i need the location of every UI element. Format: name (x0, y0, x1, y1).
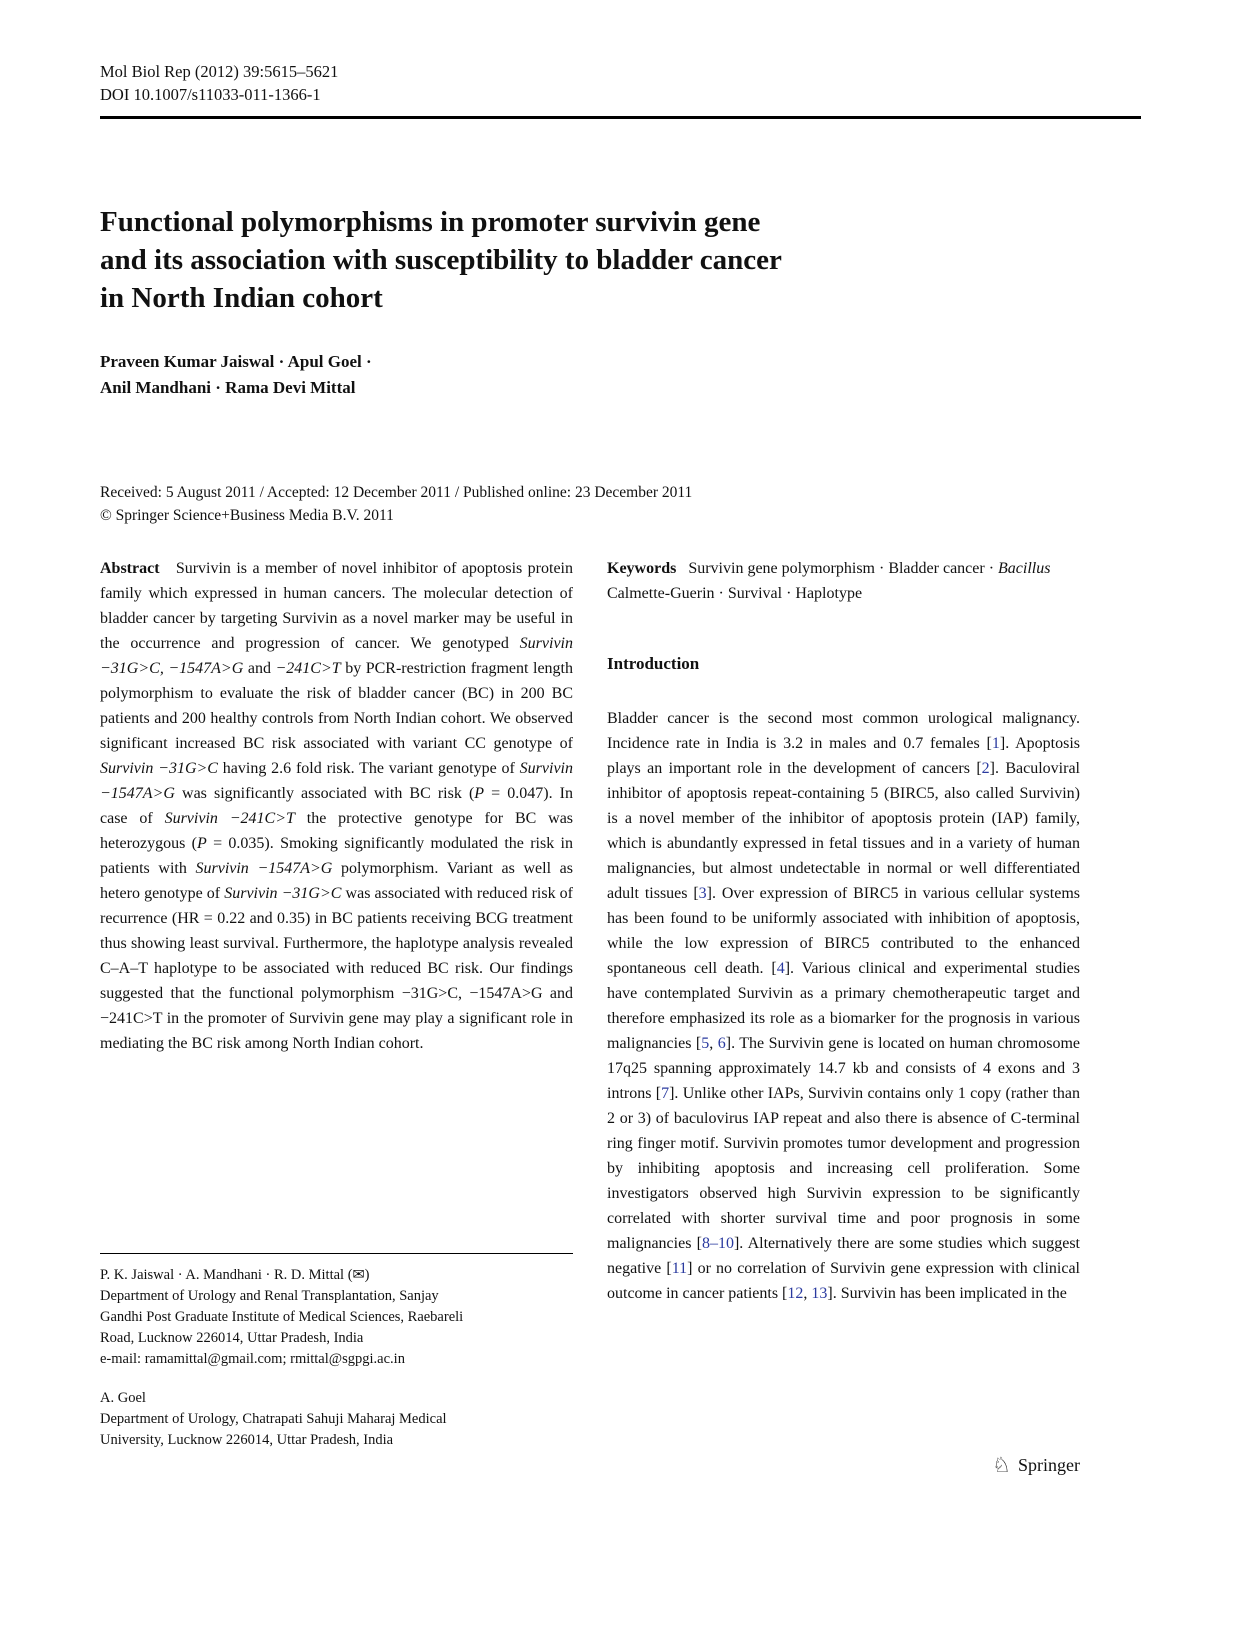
reference-link[interactable]: 8–10 (701, 1235, 734, 1252)
reference-link[interactable]: 7 (661, 1085, 670, 1102)
text-segment: by PCR-restriction fragment length polymorphism to evaluate the risk of bladder cancer (BC) in 200 BC patients and 200 healthy controls from North Indian cohort. We observed significant increased BC risk associated with variant CC genotype of (100, 660, 573, 752)
text-segment: was significantly associated with BC risk ( (174, 785, 475, 802)
affiliation-block-2 (100, 1388, 573, 1451)
journal-reference: Mol Biol Rep (2012) 39:5615–5621 (100, 62, 339, 81)
reference-link[interactable]: 5 (701, 1035, 710, 1052)
abstract-paragraph (100, 556, 573, 1056)
reference-link[interactable]: 13 (811, 1285, 828, 1302)
affiliation-line: Department of Urology and Renal Transplantation, Sanjay (100, 1288, 439, 1304)
text-segment: = 0.047). In case of (100, 785, 574, 827)
text-segment: ] or no correlation of Survivin gene expression with clinical outcome in cancer patients [ (607, 1260, 1081, 1302)
copyright-line: © Springer Science+Business Media B.V. 2011 (100, 507, 394, 524)
reference-link[interactable]: 3 (698, 885, 707, 902)
authors-line-1: Praveen Kumar Jaiswal · Apul Goel · (100, 352, 372, 371)
springer-logo (992, 1455, 1080, 1476)
title-line-2: and its association with susceptibility to bladder cancer (100, 244, 782, 276)
text-segment: ]. Alternatively there are some studies which suggest negative [ (607, 1235, 1080, 1277)
text-segment: ]. Survivin has been implicated in the (827, 1285, 1067, 1302)
article-title (100, 203, 1141, 317)
affiliation-line: Road, Lucknow 226014, Uttar Pradesh, India (100, 1330, 364, 1346)
text-segment: ]. The Survivin gene is located on human chromosome 17q25 spanning approximately 14.7 kb and consists of 4 exons and 3 introns [ (607, 1035, 1081, 1102)
authors-line-2: Anil Mandhani · Rama Devi Mittal (100, 378, 356, 397)
text-segment: , (803, 1285, 812, 1302)
received-line: Received: 5 August 2011 / Accepted: 12 December 2011 / Published online: 23 December 2011 (100, 484, 693, 501)
affiliation-footnote (100, 1253, 573, 1451)
title-line-3: in North Indian cohort (100, 282, 383, 314)
page-header (100, 60, 1141, 106)
text-segment: having 2.6 fold risk. The variant genotype of (217, 760, 520, 777)
header-rule (100, 116, 1141, 119)
email-line[interactable]: e-mail: ramamittal@gmail.com; rmittal@sgpgi.ac.in (100, 1351, 405, 1367)
text-segment: ]. Unlike other IAPs, Survivin contains only 1 copy (rather than 2 or 3) of baculovirus IAP repeat and also there is absence of C-terminal ring finger motif. Survivin promotes tumor development and progression by inhibiting apoptosis and increasing cell proliferation. Some investigators observed high Survivin expression to be significantly correlated with shorter survival time and poor prognosis in some malignancies [ (607, 1085, 1080, 1252)
text-segment: = 0.035). Smoking significantly modulated the risk in patients with (100, 835, 574, 877)
reference-link[interactable]: 2 (981, 760, 990, 777)
two-column-body (100, 556, 1080, 1451)
text-segment: ]. Baculoviral inhibitor of apoptosis repeat-containing 5 (BIRC5, also called Survivin) is a novel member of the inhibitor of apoptosis protein (IAP) family, which is abundantly expressed in fetal tissues and in a variety of human malignancies, but almost undetectable in normal or well differentiated adult tissues [ (607, 760, 1081, 902)
text-segment: and (243, 660, 276, 677)
right-column (607, 556, 1080, 1451)
text-segment: was associated with reduced risk of recurrence (HR = 0.22 and 0.35) in BC patients receiving BCG treatment thus showing least survival. Furthermore, the haplotype analysis revealed C–A–T haplotype to be associated with reduced BC risk. Our findings suggested that the functional polymorphism −31G>C, −1547A>G and −241C>T in the promoter of Survivin gene may play a significant role in mediating the BC risk among North Indian cohort. (100, 885, 574, 1052)
text-segment: −241C>T (275, 660, 341, 677)
publisher-name: Springer (1018, 1455, 1080, 1475)
springer-horse-icon: ♘ (992, 1453, 1011, 1477)
reference-link[interactable]: 11 (671, 1260, 688, 1277)
text-segment: Survivin −31G>C (100, 760, 218, 777)
reference-link[interactable]: 4 (776, 960, 785, 977)
text-segment: Keywords (607, 560, 677, 577)
text-segment: Calmette-Guerin · Survival · Haplotype (607, 585, 863, 602)
text-segment: ]. Over expression of BIRC5 in various cellular systems has been found to be uniformly associated with inhibition of apoptosis, while the low expression of BIRC5 contributed to the enhanced spontaneous cell death. [ (607, 885, 1080, 977)
reference-link[interactable]: 6 (717, 1035, 726, 1052)
left-column (100, 556, 573, 1451)
text-segment: the protective genotype for BC was heterozygous ( (100, 810, 574, 852)
corresponding-authors-line: P. K. Jaiswal · A. Mandhani · R. D. Mittal (✉) (100, 1267, 370, 1283)
text-segment: Survivin −1547A>G (100, 760, 573, 802)
text-segment: Survivin −1547A>G (195, 860, 333, 877)
text-segment: ]. Various clinical and experimental studies have contemplated Survivin as a primary chemotherapeutic target and therefore emphasized its role as a biomarker for the prognosis in various malignancies [ (607, 960, 1080, 1052)
text-segment: Bladder cancer is the second most common urological malignancy. Incidence rate in India is 3.2 in males and 0.7 females [ (607, 710, 1080, 752)
keywords-paragraph (607, 556, 1080, 606)
text-segment: Survivin is a member of novel inhibitor of apoptosis protein family which expressed in human cancers. The molecular detection of bladder cancer by targeting Survivin as a novel marker may be useful in the occurrence and progression of cancer. We genotyped (100, 560, 573, 652)
introduction-heading: Introduction (607, 654, 700, 673)
article-history (100, 481, 1141, 527)
text-segment: Bacillus (998, 560, 1051, 577)
affiliation-author: A. Goel (100, 1390, 146, 1406)
reference-link[interactable]: 1 (991, 735, 1000, 752)
text-segment: Survivin −31G>C (224, 885, 342, 902)
text-segment: Survivin −31G>C, −1547A>G (100, 635, 573, 677)
affiliation-line: University, Lucknow 226014, Uttar Pradesh, India (100, 1432, 394, 1448)
text-segment: Abstract (100, 560, 160, 577)
reference-link[interactable]: 12 (787, 1285, 804, 1302)
text-segment: Survivin −241C>T (164, 810, 295, 827)
text-segment: , (709, 1035, 718, 1052)
author-list (100, 349, 1141, 401)
text-segment: P (474, 785, 485, 802)
title-line-1: Functional polymorphisms in promoter survivin gene (100, 206, 761, 238)
affiliation-block-1 (100, 1265, 573, 1370)
text-segment: Survivin gene polymorphism · Bladder cancer · (676, 560, 999, 577)
affiliation-line: Department of Urology, Chatrapati Sahuji Maharaj Medical (100, 1411, 447, 1427)
text-segment: polymorphism. Variant as well as hetero genotype of (100, 860, 574, 902)
text-segment: ]. Apoptosis plays an important role in the development of cancers [ (607, 735, 1080, 777)
text-segment: P (196, 835, 207, 852)
affiliation-line: Gandhi Post Graduate Institute of Medical Sciences, Raebareli (100, 1309, 464, 1325)
doi: DOI 10.1007/s11033-011-1366-1 (100, 85, 321, 104)
introduction-paragraph (607, 706, 1080, 1306)
footnote-rule (100, 1253, 573, 1254)
